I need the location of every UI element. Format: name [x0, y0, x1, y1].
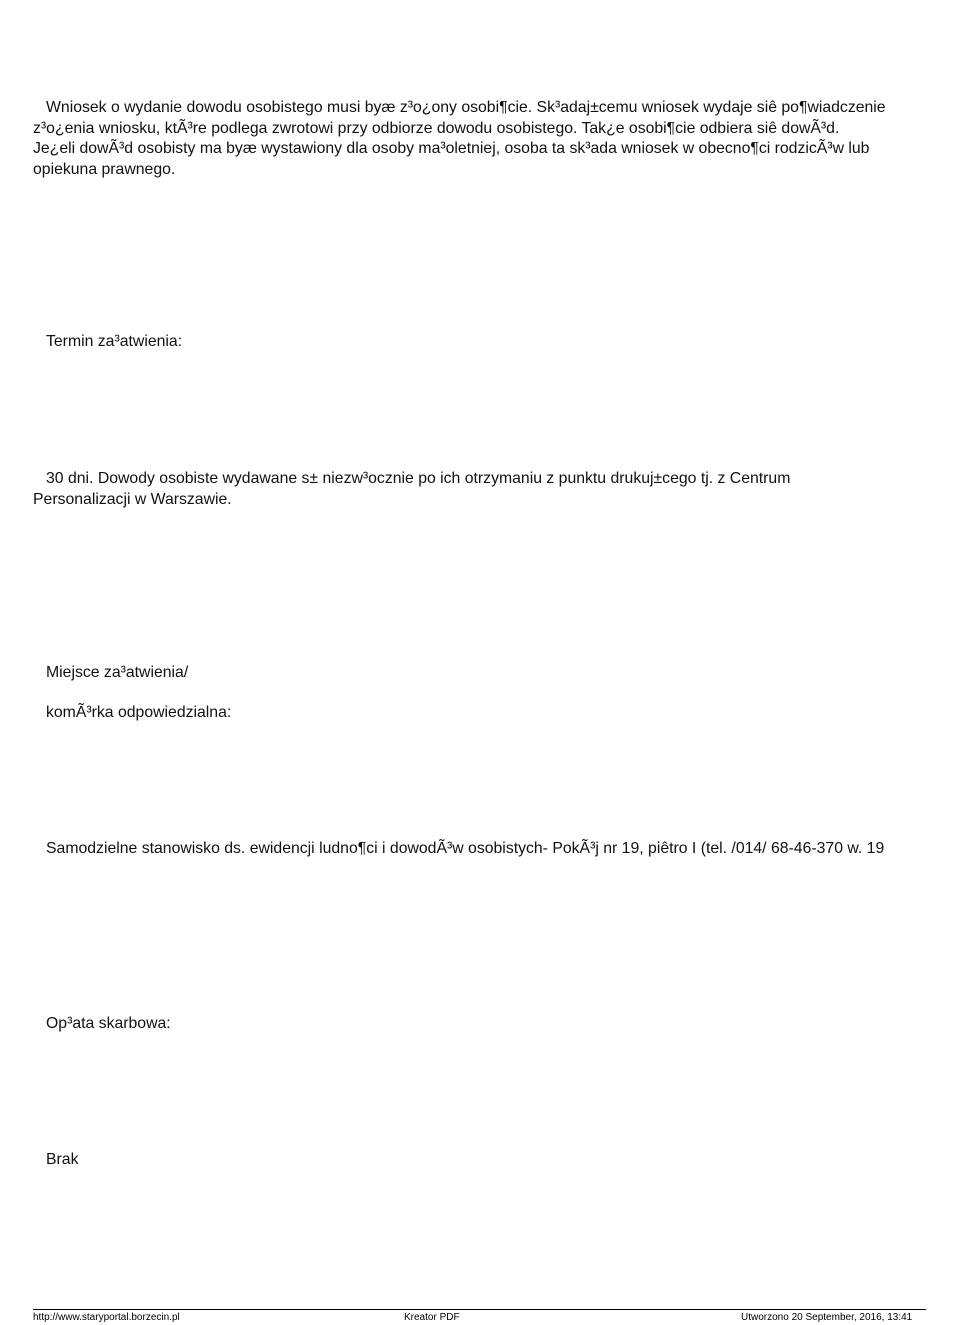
- termin-value-line: 30 dni. Dowody osobiste wydawane s± niezw³ocznie po ich otrzymaniu z punktu drukuj±cego tj. z Centrum: [46, 470, 791, 487]
- termin-heading: [33, 332, 948, 353]
- footer-generator: Kreator PDF: [404, 1312, 460, 1323]
- oplata-value: Brak: [46, 1151, 79, 1168]
- miejsce-paragraph: [33, 839, 948, 860]
- footer-url: http://www.staryportal.borzecin.pl: [33, 1312, 180, 1323]
- oplata-paragraph: [33, 1150, 948, 1171]
- intro-line: Wniosek o wydanie dowodu osobistego musi byæ z³o¿ony osobi¶cie. Sk³adaj±cemu wniosek wydaje siê po¶wiadczenie: [46, 99, 886, 116]
- footer-divider: [33, 1309, 926, 1310]
- footer-created-date: Utworzono 20 September, 2016, 13:41: [741, 1312, 913, 1323]
- intro-line: Je¿eli dowÃ³d osobisty ma byæ wystawiony dla osoby ma³oletniej, osoba ta sk³ada wniosek w obecno¶ci rodzicÃ³w lub: [33, 140, 870, 158]
- komorka-heading: [33, 703, 948, 724]
- intro-line: z³o¿enia wniosku, ktÃ³re podlega zwrotowi przy odbiorze dowodu osobistego. Tak¿e osobi¶cie odbiera siê dowÃ³d.: [33, 119, 840, 137]
- miejsce-value: Samodzielne stanowisko ds. ewidencji ludno¶ci i dowodÃ³w osobistych- PokÃ³j nr 19, piêtro I (tel. /014/ 68-46-370 w. 19: [46, 840, 885, 857]
- intro-paragraph: [33, 98, 948, 181]
- intro-line: opiekuna prawnego.: [33, 161, 176, 179]
- miejsce-heading: [33, 663, 948, 684]
- miejsce-label-line: Miejsce za³atwienia/: [46, 664, 189, 681]
- miejsce-label-line: komÃ³rka odpowiedzialna:: [46, 704, 232, 721]
- termin-value-line: Personalizacji w Warszawie.: [33, 490, 232, 508]
- oplata-heading: [33, 1014, 948, 1035]
- oplata-label: Op³ata skarbowa:: [46, 1015, 171, 1032]
- termin-label: Termin za³atwienia:: [46, 333, 183, 350]
- termin-paragraph: [33, 469, 948, 510]
